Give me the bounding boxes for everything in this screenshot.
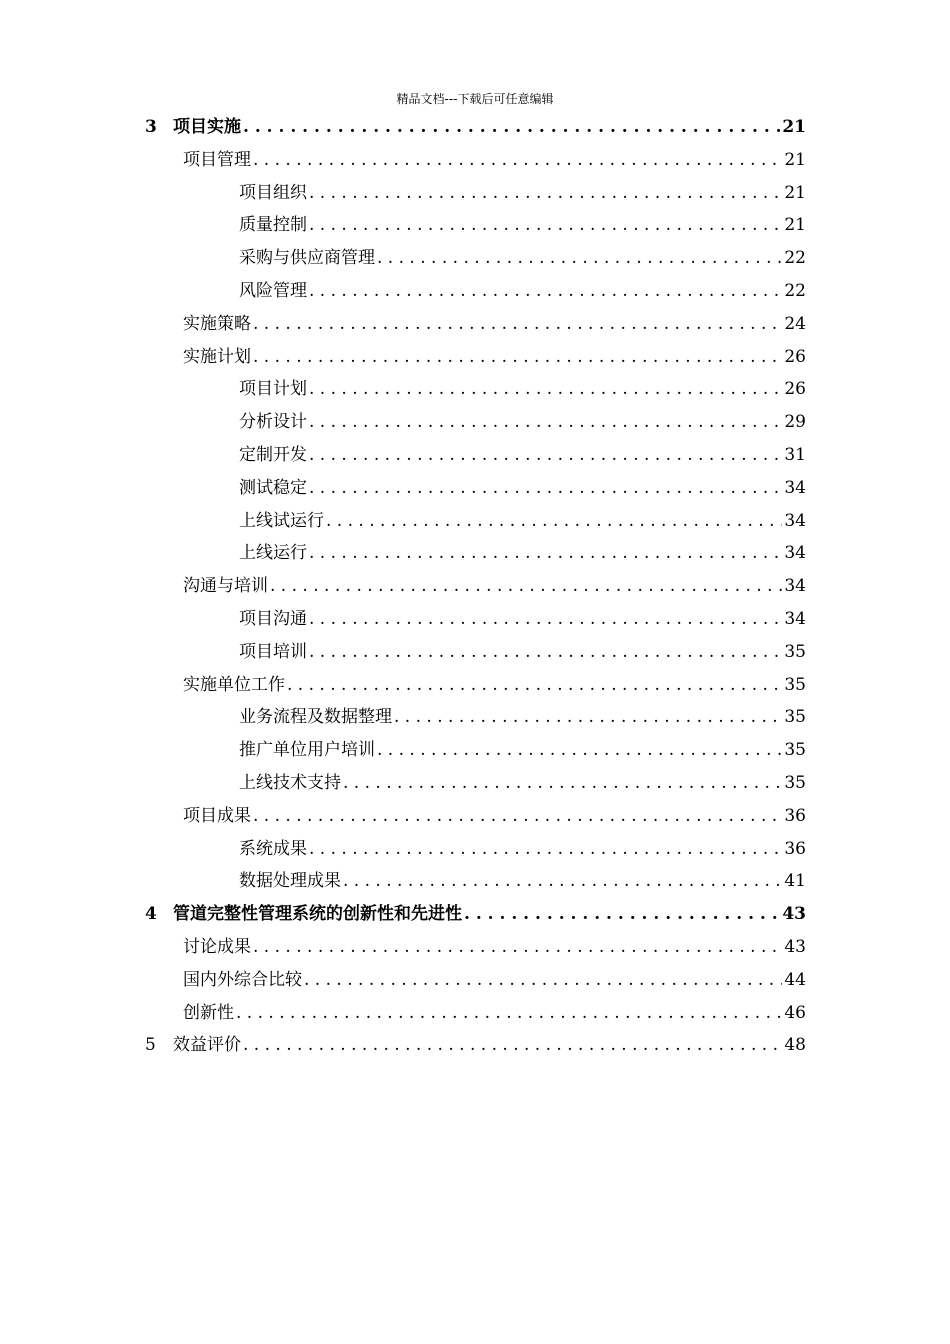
toc-entry[interactable]	[239, 406, 806, 438]
toc-entry[interactable]	[239, 636, 806, 668]
toc-entry[interactable]	[183, 669, 806, 701]
toc-entry-title: 讨论成果	[183, 937, 251, 957]
toc-dot-leader	[377, 734, 782, 766]
toc-dot-leader	[309, 275, 782, 307]
toc-dot-leader	[464, 898, 780, 930]
toc-entry[interactable]	[239, 472, 806, 504]
toc-entry-page-number: 35	[784, 773, 806, 793]
toc-entry-title: 项目计划	[239, 379, 307, 400]
toc-entry-number: 3	[145, 117, 157, 137]
toc-entry[interactable]	[145, 898, 806, 930]
toc-entry-page-number: 34	[784, 510, 806, 531]
toc-entry-page-number: 34	[784, 609, 806, 629]
toc-dot-leader	[309, 537, 782, 569]
toc-entry-title: 项目实施	[173, 117, 241, 137]
toc-entry-page-number: 26	[784, 379, 806, 400]
toc-dot-leader	[309, 636, 782, 668]
toc-entry-page-number: 46	[784, 1002, 806, 1023]
toc-dot-leader	[309, 472, 782, 504]
toc-entry-title: 实施单位工作	[183, 674, 285, 695]
toc-entry[interactable]	[183, 800, 806, 832]
toc-entry-title: 数据处理成果	[239, 871, 341, 892]
toc-entry-title: 项目管理	[183, 149, 251, 170]
toc-entry-title: 创新性	[183, 1002, 234, 1023]
toc-dot-leader	[270, 570, 782, 602]
toc-entry-page-number: 21	[784, 149, 806, 170]
toc-dot-leader	[309, 373, 782, 405]
toc-entry-page-number: 22	[784, 248, 806, 269]
toc-entry[interactable]	[183, 341, 806, 373]
toc-entry-title: 上线试运行	[239, 510, 324, 531]
toc-dot-leader	[236, 997, 782, 1029]
toc-entry[interactable]	[239, 833, 806, 865]
toc-entry[interactable]	[183, 931, 806, 963]
toc-entry-page-number: 29	[784, 412, 806, 433]
toc-dot-leader	[253, 341, 782, 373]
toc-entry[interactable]	[183, 964, 806, 996]
toc-dot-leader	[394, 701, 782, 733]
toc-entry-title: 国内外综合比较	[183, 969, 302, 990]
toc-entry[interactable]	[239, 373, 806, 405]
toc-entry[interactable]	[145, 1029, 806, 1061]
toc-entry[interactable]	[239, 734, 806, 766]
toc-entry[interactable]	[239, 505, 806, 537]
toc-entry-page-number: 44	[784, 969, 806, 990]
toc-entry-page-number: 31	[784, 445, 806, 465]
toc-entry-page-number: 34	[784, 543, 806, 564]
toc-entry-title: 沟通与培训	[183, 576, 268, 597]
toc-dot-leader	[243, 111, 780, 143]
toc-entry-page-number: 22	[784, 281, 806, 301]
toc-entry[interactable]	[239, 242, 806, 274]
page-header: 精品文档---下载后可任意编辑	[396, 92, 554, 106]
toc-entry[interactable]	[239, 209, 806, 241]
toc-entry-page-number: 35	[784, 641, 806, 662]
toc-dot-leader	[309, 177, 782, 209]
toc-dot-leader	[309, 439, 782, 471]
toc-entry-title: 系统成果	[239, 838, 307, 859]
toc-dot-leader	[309, 833, 782, 865]
toc-entry-title: 分析设计	[239, 412, 307, 433]
toc-entry[interactable]	[239, 537, 806, 569]
toc-entry-title: 实施策略	[183, 313, 251, 334]
toc-dot-leader	[253, 144, 782, 176]
toc-entry[interactable]	[239, 865, 806, 897]
toc-entry-page-number: 21	[782, 117, 806, 137]
toc-entry[interactable]	[239, 275, 806, 307]
toc-entry-title: 上线运行	[239, 543, 307, 564]
toc-entry-title: 推广单位用户培训	[239, 740, 375, 761]
toc-entry[interactable]	[239, 439, 806, 471]
toc-entry-title: 项目培训	[239, 641, 307, 662]
toc-entry-title: 风险管理	[239, 281, 307, 301]
toc-dot-leader	[243, 1029, 782, 1061]
toc-entry-page-number: 21	[784, 215, 806, 236]
toc-entry-page-number: 35	[784, 674, 806, 695]
toc-dot-leader	[309, 209, 782, 241]
toc-dot-leader	[287, 669, 782, 701]
toc-entry-title: 项目组织	[239, 182, 307, 203]
toc-entry-title: 采购与供应商管理	[239, 248, 375, 269]
toc-entry[interactable]	[239, 603, 806, 635]
toc-entry[interactable]	[239, 767, 806, 799]
toc-dot-leader	[309, 406, 782, 438]
toc-entry-title: 测试稳定	[239, 477, 307, 498]
toc-entry-page-number: 48	[784, 1035, 806, 1056]
toc-entry[interactable]	[183, 308, 806, 340]
toc-entry-number: 5	[145, 1035, 156, 1056]
toc-entry-page-number: 36	[784, 838, 806, 859]
toc-entry[interactable]	[239, 177, 806, 209]
toc-entry-page-number: 36	[784, 805, 806, 826]
toc-entry-page-number: 34	[784, 576, 806, 597]
toc-dot-leader	[253, 931, 782, 963]
toc-dot-leader	[304, 964, 782, 996]
toc-entry-title: 管道完整性管理系统的创新性和先进性	[173, 904, 462, 925]
toc-entry-page-number: 43	[784, 937, 806, 957]
toc-entry[interactable]	[145, 111, 806, 143]
toc-entry-title: 实施计划	[183, 346, 251, 367]
toc-entry-title: 定制开发	[239, 445, 307, 465]
toc-entry-page-number: 43	[782, 904, 806, 925]
toc-dot-leader	[309, 603, 782, 635]
toc-entry-page-number: 24	[784, 313, 806, 334]
toc-entry-title: 项目沟通	[239, 609, 307, 629]
toc-entry-page-number: 41	[784, 871, 806, 892]
toc-entry-title: 上线技术支持	[239, 773, 341, 793]
toc-entry-number: 4	[145, 904, 157, 925]
toc-entry[interactable]	[183, 144, 806, 176]
toc-dot-leader	[326, 505, 782, 537]
toc-entry-page-number: 35	[784, 740, 806, 761]
toc-entry[interactable]	[183, 997, 806, 1029]
toc-dot-leader	[253, 308, 782, 340]
toc-entry-title: 业务流程及数据整理	[239, 707, 392, 728]
toc-entry-title: 质量控制	[239, 215, 307, 236]
toc-entry-page-number: 35	[784, 707, 806, 728]
toc-entry[interactable]	[239, 701, 806, 733]
toc-entry-title: 项目成果	[183, 805, 251, 826]
toc-entry-page-number: 26	[784, 346, 806, 367]
toc-entry-page-number: 34	[784, 477, 806, 498]
toc-entry-title: 效益评价	[173, 1035, 241, 1056]
toc-dot-leader	[343, 865, 782, 897]
toc-entry[interactable]	[183, 570, 806, 602]
toc-dot-leader	[343, 767, 782, 799]
toc-dot-leader	[253, 800, 782, 832]
toc-entry-page-number: 21	[784, 182, 806, 203]
toc-dot-leader	[377, 242, 782, 274]
